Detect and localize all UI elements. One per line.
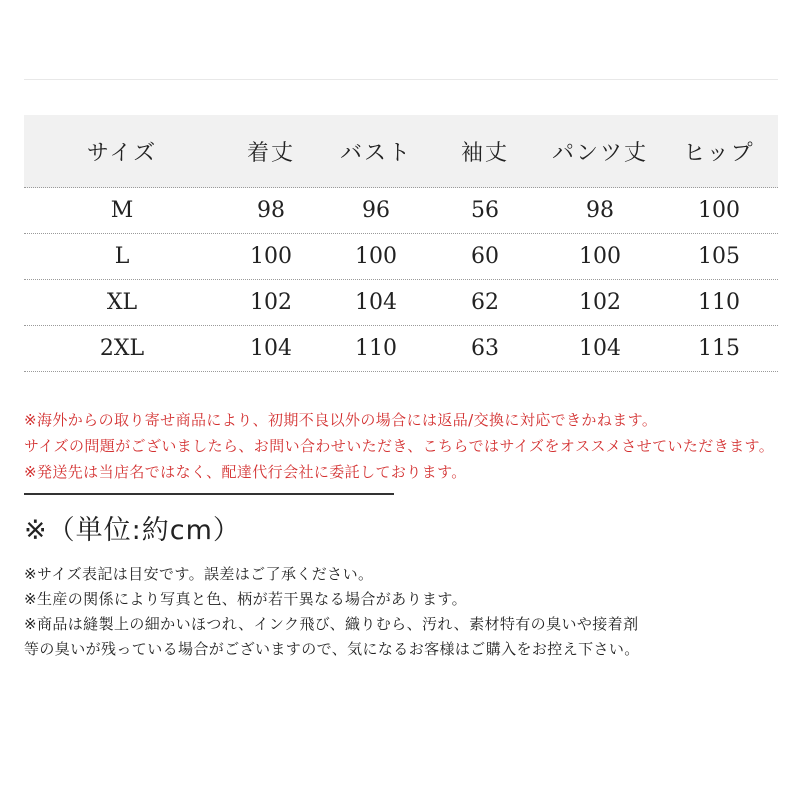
- table-header-row: [24, 115, 778, 188]
- table-row-l: [24, 234, 778, 280]
- header-sleeve: 袖丈: [460, 140, 509, 166]
- unit-note: ※（単位:約cm）: [24, 515, 241, 546]
- size-label: 2XL: [99, 336, 145, 361]
- disclaimer-list: [24, 562, 784, 662]
- notice-line: ※海外からの取り寄せ商品により、初期不良以外の場合には返品/交換に対応できかねます。: [24, 411, 658, 429]
- disclaimer-line: ※生産の関係により写真と色、柄が若干異なる場合があります。: [24, 590, 467, 608]
- table-row-2xl: [24, 326, 778, 372]
- length-value: 100: [250, 244, 292, 269]
- disclaimer-line: ※商品は縫製上の細かいほつれ、インク飛び、織りむら、汚れ、素材特有の臭いや接着剤: [24, 615, 639, 633]
- top-divider: [24, 79, 778, 80]
- sleeve-value: 56: [471, 198, 499, 223]
- size-label: XL: [106, 290, 138, 315]
- header-hip: ヒップ: [683, 140, 755, 166]
- header-bust: バスト: [339, 140, 412, 166]
- header-pants-length: パンツ丈: [551, 140, 648, 166]
- header-length: 着丈: [246, 140, 295, 166]
- size-label: L: [114, 244, 130, 269]
- hip-value: 115: [698, 336, 740, 361]
- pants-length-value: 100: [579, 244, 621, 269]
- disclaimer-line: ※サイズ表記は目安です。誤差はご了承ください。: [24, 565, 374, 583]
- bust-value: 96: [362, 198, 390, 223]
- length-value: 104: [250, 336, 292, 361]
- notice-line: ※発送先は当店名ではなく、配達代行会社に委託しております。: [24, 463, 467, 481]
- pants-length-value: 98: [586, 198, 614, 223]
- table-row-xl: [24, 280, 778, 326]
- header-size: サイズ: [86, 140, 158, 166]
- size-chart-table: [24, 115, 778, 372]
- sleeve-value: 62: [471, 290, 499, 315]
- sleeve-value: 63: [471, 336, 499, 361]
- hip-value: 105: [698, 244, 740, 269]
- pants-length-value: 104: [579, 336, 621, 361]
- section-divider: [24, 493, 394, 495]
- bust-value: 110: [355, 336, 397, 361]
- size-label: M: [110, 198, 134, 223]
- bust-value: 100: [355, 244, 397, 269]
- hip-value: 110: [698, 290, 740, 315]
- table-row-m: [24, 188, 778, 234]
- length-value: 102: [250, 290, 292, 315]
- sleeve-value: 60: [471, 244, 499, 269]
- disclaimer-line: 等の臭いが残っている場合がございますので、気になるお客様はご購入をお控え下さい。: [24, 640, 640, 658]
- return-policy-notice: [24, 407, 784, 485]
- pants-length-value: 102: [579, 290, 621, 315]
- length-value: 98: [257, 198, 285, 223]
- hip-value: 100: [698, 198, 740, 223]
- bust-value: 104: [355, 290, 397, 315]
- notice-line: サイズの問題がございましたら、お問い合わせいただき、こちらではサイズをオススメさせていただきます。: [24, 437, 775, 455]
